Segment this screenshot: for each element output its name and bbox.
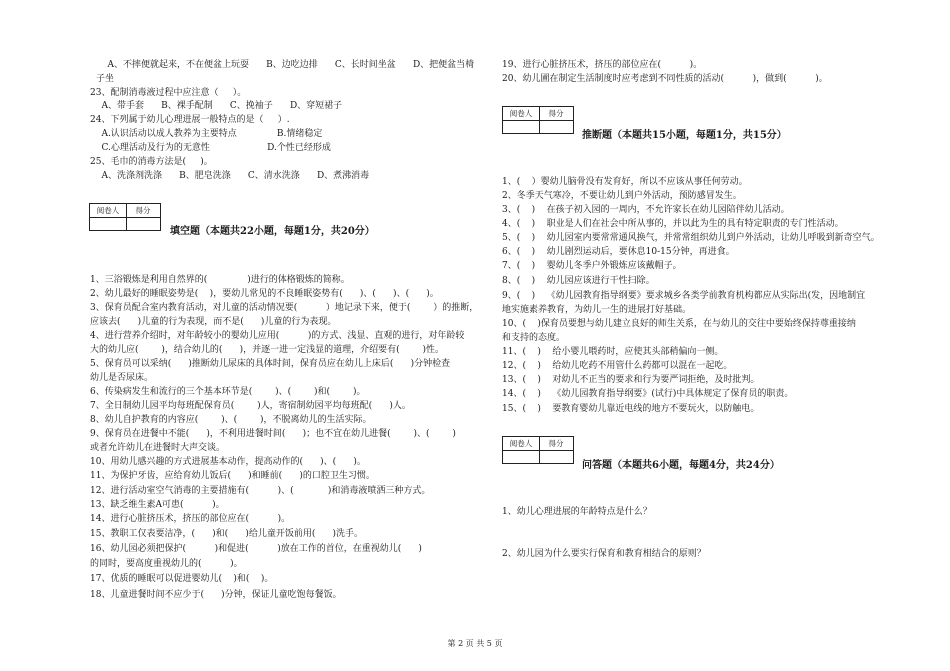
fill-line-17: 13、缺乏维生素A可患( )。 (90, 500, 225, 510)
reviewer-label: 阅卷人 (96, 206, 120, 215)
fill-line-18: 14、进行心脏挤压术，挤压的部位应在( )。 (90, 514, 291, 524)
score-box-judge (502, 106, 574, 134)
judge-line-9-cont: 地实施素养教育，为幼儿一生的进展打好基础。 (502, 305, 692, 315)
judge-line-10: 10、( )保育员要想与幼儿建立良好的师生关系，在与幼儿的交往中要始终保持尊重接纳 (502, 319, 856, 329)
fill-line-2: 2、幼儿最好的睡眠姿势是( )，要幼儿常见的不良睡眠姿势有( )、( )、( )。 (90, 289, 439, 299)
fill-line-r19: 19、进行心脏挤压术，挤压的部位应在( )。 (502, 60, 703, 70)
fill-line-7: 5、保育员可以采纳( )推断幼儿尿床的具体时间，保育员应在幼儿上床后( )分钟检查 (90, 359, 451, 369)
fill-line-8: 幼儿是否尿床。 (90, 373, 154, 383)
judge-line-1: 1、( ）婴幼儿脑骨没有发育好，所以不应该从事任何劳动。 (502, 177, 748, 187)
fill-line-5: 4、进行营养介绍时，对年龄较小的婴幼儿应用( )的方式、浅显、直观的进行，对年龄较 (90, 331, 465, 341)
judge-line-8: 8、( ) 幼儿园应该进行干性扫除。 (502, 276, 655, 286)
score-box-fill (89, 203, 161, 231)
judge-line-10-cont: 和支持的态度。 (502, 333, 566, 343)
judge-line-13: 13、( ) 对幼儿不正当的要求和行为要严词拒绝，及时批判。 (502, 375, 760, 385)
fill-line-9: 6、传染病发生和流行的三个基本环节是( )、( )和( )。 (90, 387, 366, 397)
judge-line-11: 11、( ) 给小婴儿喂药时，应使其头部稍偏向一侧。 (502, 347, 724, 357)
judge-line-7: 7、( ) 婴幼儿冬季户外锻炼应该戴帽子。 (502, 261, 682, 271)
reviewer-label: 阅卷人 (509, 439, 533, 448)
q22-options-cont: 子坐 (96, 74, 115, 84)
judge-line-4: 4、( ) 职业是人们在社会中所从事的，并以此为生的具有特定职责的专门性活动。 (502, 219, 844, 229)
q24-text: 24、下列属于幼儿心理进展一般特点的是（ ）. (90, 115, 290, 125)
judge-line-6: 6、( ) 幼儿剧烈运动后，要休息10-15分钟，再进食。 (502, 247, 735, 257)
q23-options: A、带手套 B、裸手配制 C、挽袖子 D、穿短裙子 (90, 101, 343, 111)
fill-line-3: 3、保育员配合室内教育活动，对儿童的活动情况要( ）地记录下来，便于( ）的推断， (90, 303, 479, 313)
fill-line-14: 10、用幼儿感兴趣的方式进展基本动作，提高动作的( )、( )。 (90, 457, 366, 467)
judge-line-3: 3、( ) 在孩子初入园的一周内，不允许家长在幼儿园陪伴幼儿活动。 (502, 205, 790, 215)
judge-line-2: 2、冬季天气寒冷，不要让幼儿到户外活动，预防感冒发生。 (502, 191, 742, 201)
q25-text: 25、毛巾的消毒方法是( )。 (90, 157, 213, 167)
judge-line-5: 5、( ) 幼儿园室内要常常通风换气，并常常组织幼儿到户外活动，让幼儿呼吸到新奇空气。 (502, 233, 880, 243)
qa-line-1: 1、幼儿心理进展的年龄特点是什么？ (502, 507, 652, 517)
score-box-qa (502, 436, 574, 464)
q25-options: A、洗涤剂洗涤 B、肥皂洗涤 C、清水洗涤 D、煮沸消毒 (90, 171, 370, 181)
fill-line-20: 16、幼儿园必须把保护( )和促进( )放在工作的首位，在重视幼儿( ) (90, 544, 422, 554)
fill-line-16: 12、进行活动室空气消毒的主要措施有( )、( )和消毒液喷洒三种方式。 (90, 486, 431, 496)
qa-line-2: 2、幼儿园为什么要实行保育和教育相结合的原则？ (502, 549, 706, 559)
fill-line-12: 9、保育员在进餐中不能( )，不利用进餐时间( )；也不宜在幼儿进餐( )、( ) (90, 429, 456, 439)
fill-line-13: 或者允许幼儿在进餐时大声交谈。 (90, 443, 226, 453)
page-footer: 第 2 页 共 5 页 (447, 639, 503, 648)
reviewer-label: 阅卷人 (509, 109, 533, 118)
fill-line-15: 11、为保护牙齿，应给育幼儿饭后( )和睡前( )的口腔卫生习惯。 (90, 471, 375, 481)
fill-line-r20: 20、幼儿圃在制定生活制度时应考虑到不同性质的活动( )，做到( )。 (502, 74, 828, 84)
q22-options: A、不摔便就起来，不在便盆上玩耍 B、边吃边排 C、长时间坐盆 D、把便盆当椅 (96, 60, 475, 70)
score-label: 得分 (548, 109, 564, 118)
judge-line-14: 14、( ) 《幼儿园教育指导纲要》(试行)中具体规定了保育员的职责。 (502, 389, 794, 399)
score-label: 得分 (548, 439, 564, 448)
judge-line-12: 12、( ) 给幼儿吃药不用管什么药都可以混在一起吃。 (502, 361, 733, 371)
fill-line-4: 应该去( )儿童的行为表现，而不是( )儿童的行为表现。 (90, 317, 337, 327)
fill-line-1: 1、三浴锻炼是利用自然界的( )进行的体格锻炼的简称。 (90, 275, 350, 285)
fill-line-19: 15、教职工仅表要洁净，( )和( )给儿童开饭前用( )洗手。 (90, 529, 364, 539)
score-label: 得分 (135, 206, 151, 215)
fill-line-23: 18、儿童进餐时间不应少于( )分钟，保证儿童吃饱每餐饭。 (90, 590, 342, 600)
section-qa-title: 问答题（本题共6小题，每题4分，共24分） (582, 460, 780, 471)
judge-line-9: 9、( ) 《幼儿园教育指导纲要》要求城乡各类学前教育机构都应从实际出(发，因地制宜 (502, 291, 866, 301)
fill-line-21: 的同时，要高度重视幼儿的( )。 (90, 559, 243, 569)
judge-line-15: 15、( ) 要教育婴幼儿靠近电线的地方不要玩火，以防触电。 (502, 404, 760, 414)
fill-line-11: 8、幼儿自护教育的内容应( )、( )，不脱离幼儿的生活实际。 (90, 415, 372, 425)
fill-line-10: 7、全日制幼儿园平均每班配保育员( )人，寄宿制幼园平均每班配( )人。 (90, 401, 411, 411)
fill-line-6: 大的幼儿应( )，结合幼儿的( )，并逐一进一定浅显的道理，介绍要有( )性。 (90, 345, 445, 355)
q23-text: 23、配制消毒液过程中应注意（ ）。 (90, 88, 247, 98)
q24-options-ab: A.认识活动以成人教养为主要特点 B.情绪稳定 (90, 129, 323, 139)
q24-options-cd: C.心理活动及行为的无意性 D.个性已经形成 (90, 143, 331, 153)
section-fill-title: 填空题（本题共22小题，每题1分，共20分） (170, 226, 375, 237)
section-judge-title: 推断题（本题共15小题，每题1分，共15分） (582, 130, 787, 141)
fill-line-22: 17、优质的睡眠可以促进婴幼儿( )和( )。 (90, 574, 274, 584)
